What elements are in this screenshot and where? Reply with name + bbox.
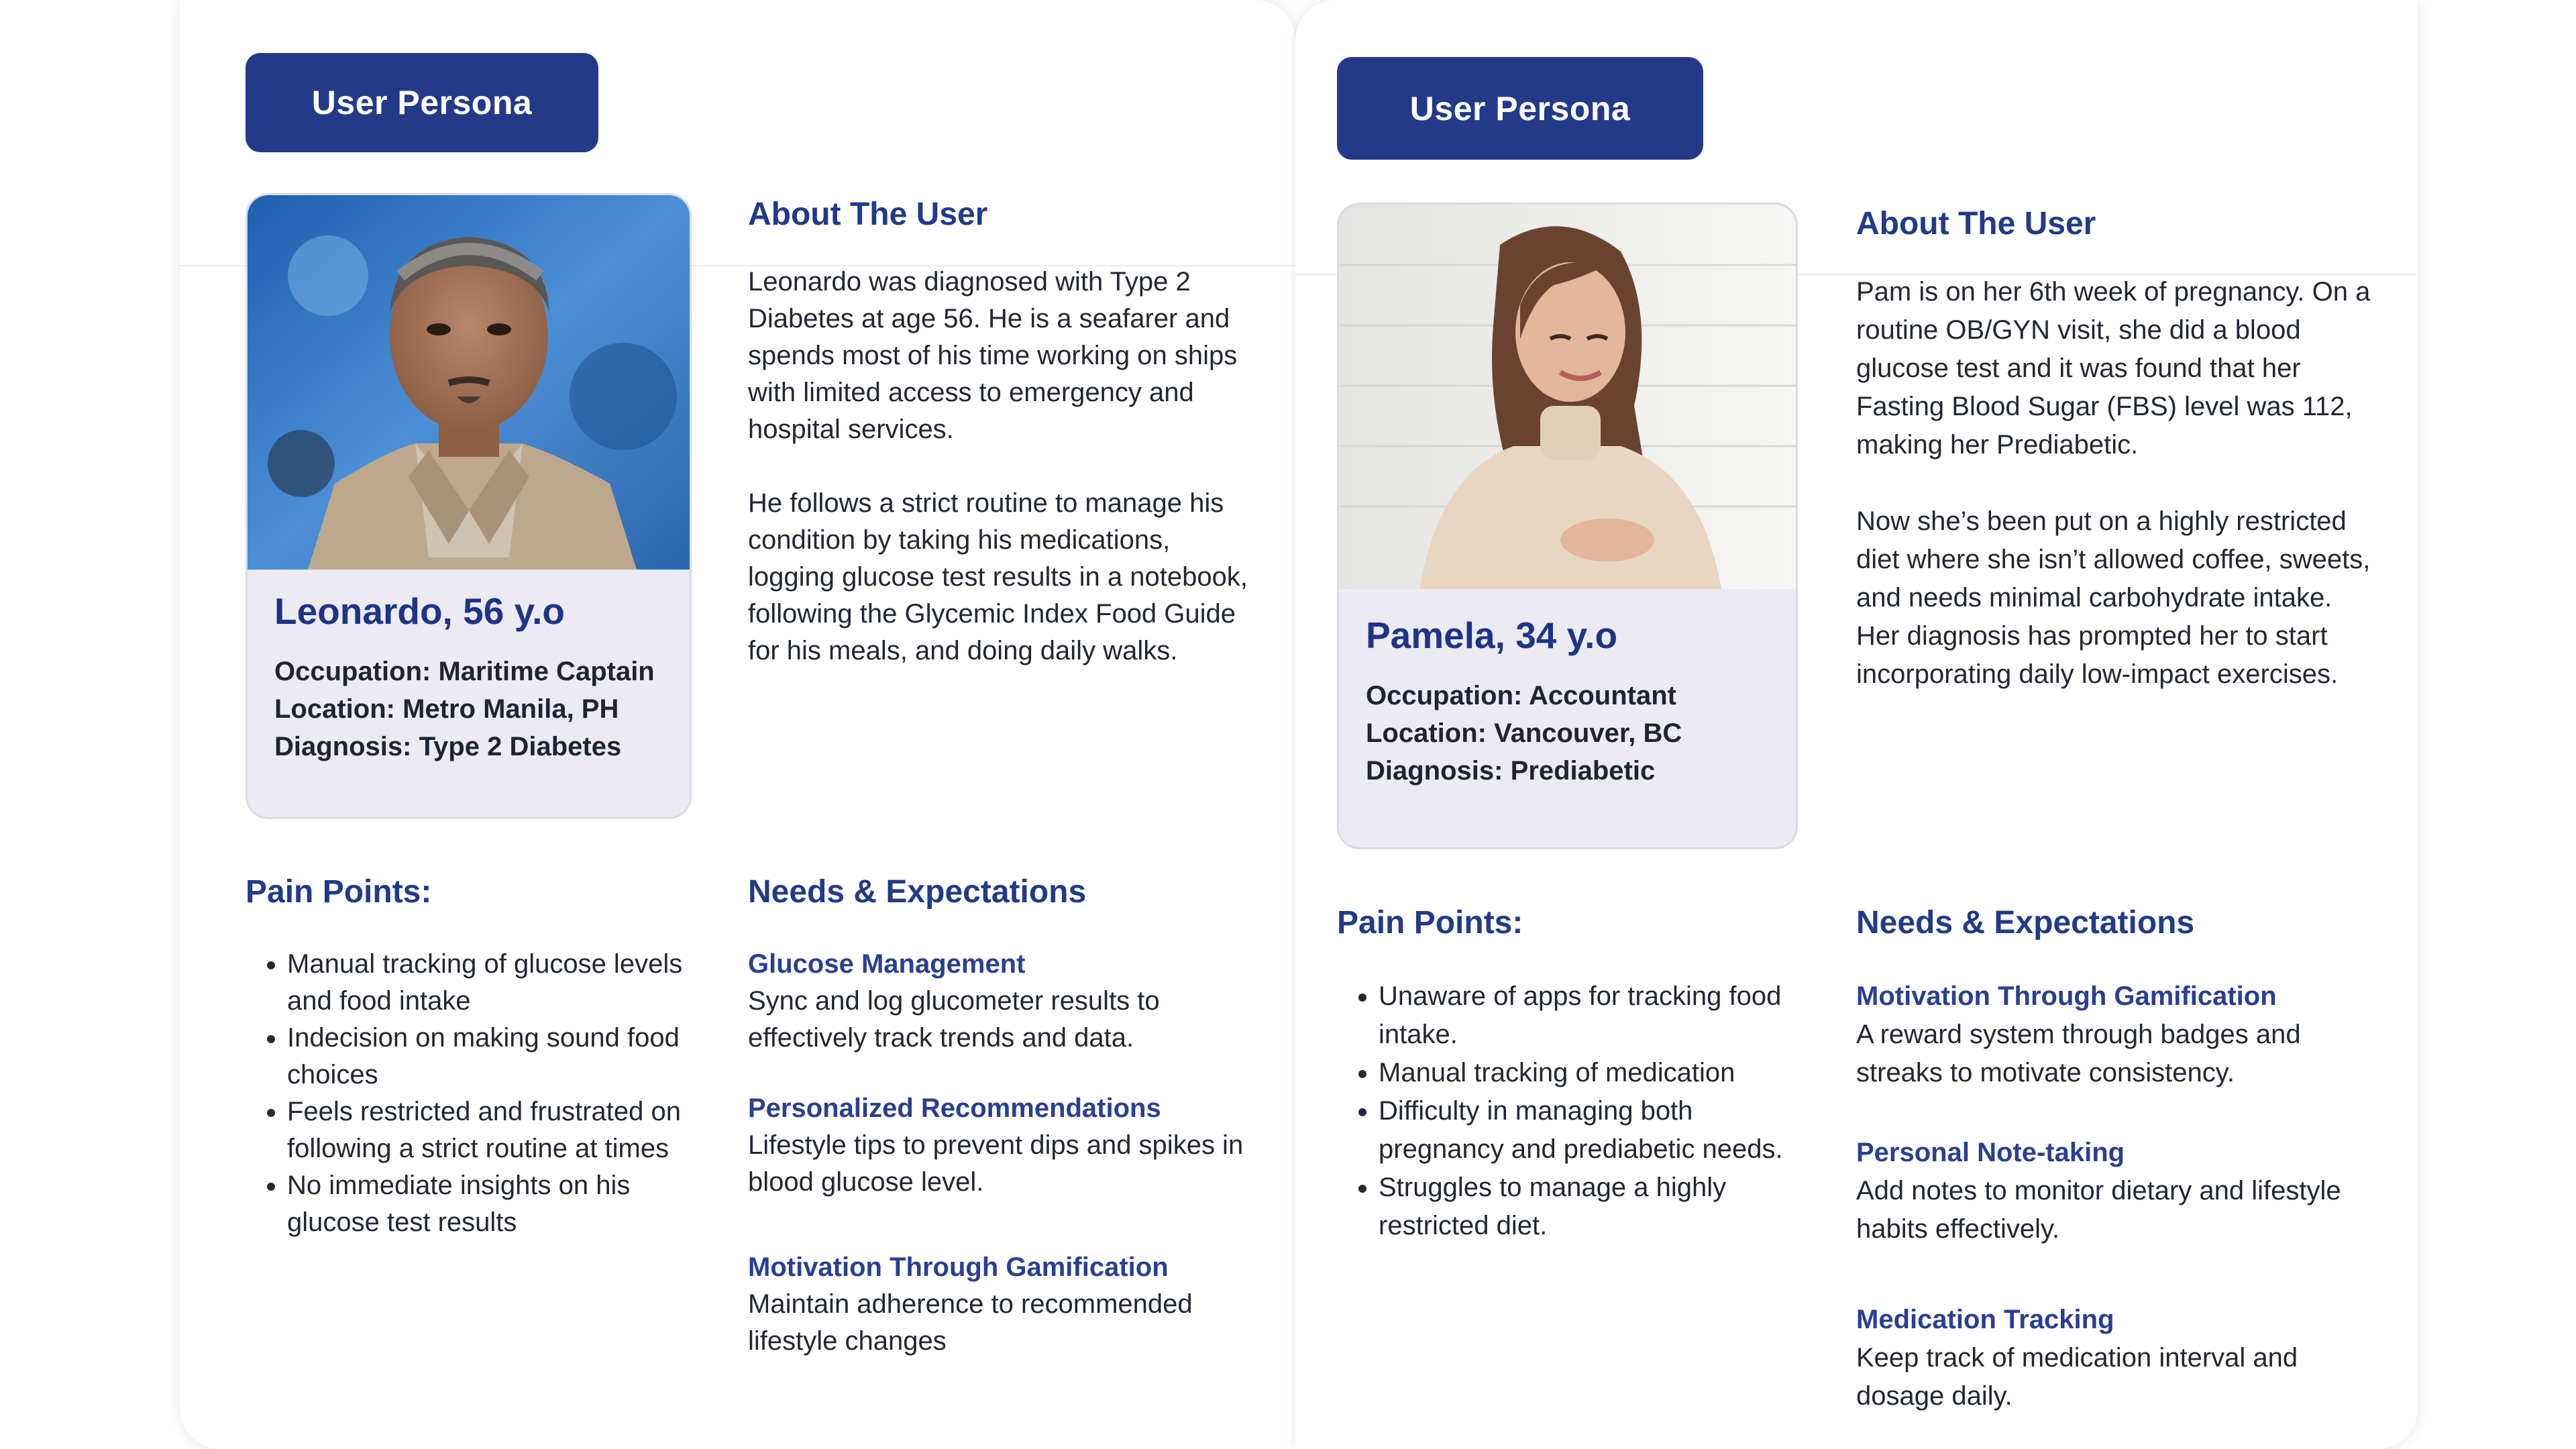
need-title: Glucose Management: [748, 949, 1026, 979]
list-item: • Manual tracking of glucose levels and food intake: [287, 946, 716, 1020]
need-description: Lifestyle tips to prevent dips and spikes in blood glucose level.: [748, 1130, 1244, 1197]
need-title: Motivation Through Gamification: [1856, 981, 2277, 1011]
persona-details: [1366, 677, 1682, 790]
needs-list: [748, 946, 1258, 1360]
diagnosis-text: Diagnosis: Prediabetic: [1366, 756, 1656, 786]
need-description: Sync and log glucometer results to effectively track trends and data.: [748, 986, 1160, 1053]
profile-card: [246, 193, 692, 819]
list-item: • No immediate insights on his glucose test results: [287, 1167, 716, 1241]
persona-name: Pamela, 34 y.o: [1366, 614, 1618, 656]
need-title: Motivation Through Gamification: [748, 1252, 1169, 1282]
pain-points-list: [246, 946, 716, 1241]
about-text: [748, 264, 1258, 669]
user-persona-badge: User Persona: [1337, 57, 1703, 160]
need-description: Add notes to monitor dietary and lifestyle habits effectively.: [1856, 1176, 2341, 1244]
about-heading: About The User: [1856, 206, 2096, 241]
occupation-text: Occupation: Maritime Captain: [274, 657, 655, 686]
pain-points-list: [1337, 977, 1821, 1245]
need-title: Personalized Recommendations: [748, 1093, 1161, 1123]
need-item: [748, 1090, 1258, 1201]
need-description: A reward system through badges and streaks to motivate consistency.: [1856, 1020, 2301, 1087]
need-item: [748, 946, 1258, 1057]
list-item: • Struggles to manage a highly restricted diet.: [1379, 1169, 1821, 1245]
about-paragraph: He follows a strict routine to manage his condition by taking his medications, logging glucose test results in a notebook, following the Glycemic Index Food Guide for his meals, and doing daily walks.: [748, 488, 1248, 665]
about-heading: About The User: [748, 197, 988, 232]
needs-heading: Needs & Expectations: [1856, 905, 2195, 941]
about-paragraph: Pam is on her 6th week of pregnancy. On a routine OB/GYN visit, she did a blood glucose test and it was found that her Fasting Blood Sugar (FBS) level was 112, making her Prediabetic.: [1856, 277, 2371, 460]
needs-heading: Needs & Expectations: [748, 874, 1087, 910]
diagnosis-text: Diagnosis: Type 2 Diabetes: [274, 732, 622, 761]
location-text: Location: Metro Manila, PH: [274, 694, 619, 724]
need-title: Personal Note-taking: [1856, 1138, 2125, 1167]
need-item: [748, 1249, 1258, 1360]
about-text: [1856, 273, 2373, 694]
portrait-photo-woman: [1339, 205, 1796, 589]
profile-card: [1337, 203, 1798, 849]
need-description: Keep track of medication interval and dosage daily.: [1856, 1343, 2298, 1411]
persona-name: Leonardo, 56 y.o: [274, 590, 565, 632]
persona-card-pamela: [1295, 0, 2418, 1449]
list-item: • Unaware of apps for tracking food intake.: [1379, 977, 1821, 1054]
persona-card-leonardo: [180, 0, 1295, 1449]
pain-points-heading: Pain Points:: [1337, 905, 1523, 941]
portrait-photo-man: [248, 195, 690, 570]
need-description: Maintain adherence to recommended lifestyle changes: [748, 1289, 1193, 1356]
need-item: [1856, 977, 2373, 1092]
list-item: • Manual tracking of medication: [1379, 1054, 1821, 1092]
pain-points-heading: Pain Points:: [246, 874, 432, 910]
need-title: Medication Tracking: [1856, 1305, 2114, 1334]
persona-details: [274, 653, 655, 765]
need-item: [1856, 1134, 2373, 1248]
location-text: Location: Vancouver, BC: [1366, 718, 1682, 748]
about-paragraph: Now she’s been put on a highly restricted diet where she isn’t allowed coffee, sweets, and needs minimal carbohydrate intake. Her diagnosis has prompted her to start incorporating daily low-impact exercises.: [1856, 506, 2371, 689]
list-item: • Indecision on making sound food choices: [287, 1020, 716, 1093]
needs-list: [1856, 977, 2373, 1415]
about-paragraph: Leonardo was diagnosed with Type 2 Diabetes at age 56. He is a seafarer and spends most of his time working on ships with limited access to emergency and hospital services.: [748, 267, 1238, 444]
list-item: • Feels restricted and frustrated on following a strict routine at times: [287, 1093, 716, 1167]
need-item: [1856, 1301, 2373, 1415]
user-persona-badge: User Persona: [246, 53, 598, 152]
list-item: • Difficulty in managing both pregnancy and prediabetic needs.: [1379, 1092, 1821, 1169]
occupation-text: Occupation: Accountant: [1366, 681, 1676, 710]
